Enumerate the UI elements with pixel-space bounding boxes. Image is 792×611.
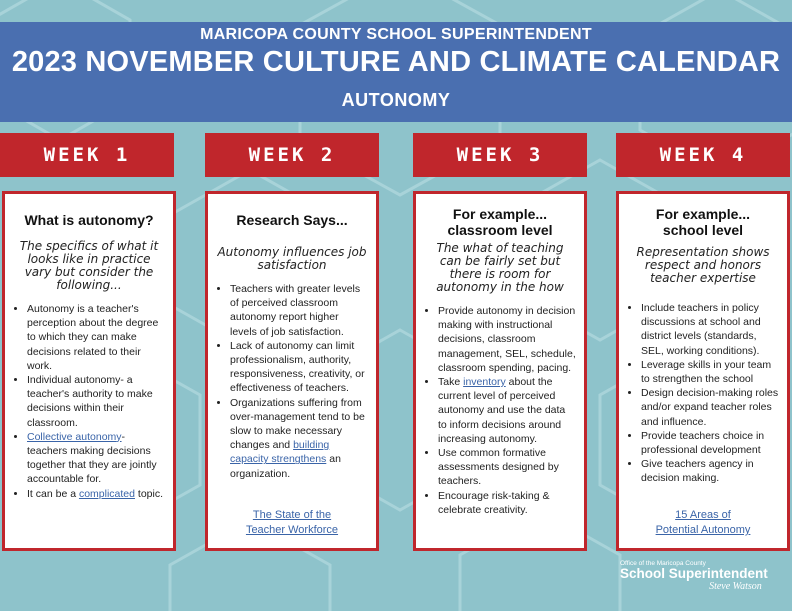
card-title: For example... classroom level bbox=[447, 206, 553, 238]
list-item: • Provide teachers choice in professional development bbox=[641, 429, 779, 457]
logo-name-line: School Superintendent bbox=[620, 566, 768, 581]
superintendent-logo bbox=[620, 560, 768, 592]
item-list bbox=[627, 301, 779, 486]
list-item: • It can be a complicated topic. bbox=[27, 487, 165, 501]
teacher-workforce-link[interactable]: The State of the Teacher Workforce bbox=[245, 509, 339, 536]
list-item: • Take inventory about the current level of perceived autonomy and use the data to inform decisions around increasing autonomy. bbox=[438, 375, 576, 446]
logo-office-line: Office of the Maricopa County bbox=[620, 560, 706, 567]
card-subtitle: Autonomy influences job satisfaction bbox=[217, 245, 367, 272]
list-item: • Design decision-making roles and/or expand teacher roles and influence. bbox=[641, 386, 779, 429]
collective-autonomy-link[interactable]: Collective autonomy bbox=[27, 430, 122, 443]
list-item: • Individual autonomy- a teacher's authority to make decisions within their classroom. bbox=[27, 373, 165, 430]
logo-signature: Steve Watson bbox=[709, 581, 762, 592]
item-list bbox=[216, 282, 368, 481]
list-item: • Give teachers agency in decision making. bbox=[641, 457, 779, 485]
card-title: For example... school level bbox=[655, 206, 751, 238]
week-2-tab: WEEK 2 bbox=[205, 133, 379, 177]
complicated-link[interactable]: complicated bbox=[78, 487, 135, 500]
list-item: • Autonomy is a teacher's perception about the degree to which they can make decisions related to their work. bbox=[27, 302, 165, 373]
week-1-card bbox=[2, 191, 176, 551]
week-3-tab: WEEK 3 bbox=[413, 133, 587, 177]
theme-heading: AUTONOMY bbox=[341, 90, 451, 110]
week-2-card bbox=[205, 191, 379, 551]
item-list bbox=[13, 302, 165, 501]
item-list bbox=[424, 304, 576, 517]
card-title: What is autonomy? bbox=[24, 212, 154, 228]
week-4-card bbox=[616, 191, 790, 551]
list-item: • Include teachers in policy discussions at school and district levels (standards, SEL, working conditions). bbox=[641, 301, 779, 358]
building-capacity-link[interactable]: building capacity strengthens bbox=[230, 439, 330, 466]
list-item: • Collective autonomy- teachers making decisions together that they are jointly accountable for. bbox=[27, 430, 165, 487]
card-title: Research Says... bbox=[236, 212, 348, 228]
card-subtitle: The specifics of what it looks like in practice vary but consider the following... bbox=[19, 239, 159, 292]
inventory-link[interactable]: inventory bbox=[463, 376, 506, 389]
week-4-tab: WEEK 4 bbox=[616, 133, 790, 177]
list-item: • Lack of autonomy can limit professionalism, authority, responsiveness, creativity, or effectiveness of teachers. bbox=[230, 339, 368, 396]
week-3-card bbox=[413, 191, 587, 551]
list-item: • Organizations suffering from over-management tend to be slow to make necessary changes and building capacity strengthens an organization. bbox=[230, 396, 368, 481]
list-item: • Provide autonomy in decision making with instructional decisions, classroom management, SEL, schedule, classroom spending, pacing. bbox=[438, 304, 576, 375]
list-item: • Leverage skills in your team to strengthen the school bbox=[641, 358, 779, 386]
calendar-title: 2023 NOVEMBER CULTURE AND CLIMATE CALENDAR bbox=[11, 46, 781, 78]
potential-autonomy-link[interactable]: 15 Areas of Potential Autonomy bbox=[655, 509, 751, 536]
week-1-tab: WEEK 1 bbox=[0, 133, 174, 177]
card-subtitle: Representation shows respect and honors teacher expertise bbox=[636, 245, 770, 285]
header-banner bbox=[0, 22, 792, 122]
list-item: • Use common formative assessments designed by teachers. bbox=[438, 446, 576, 489]
list-item: • Encourage risk-taking & celebrate creativity. bbox=[438, 489, 576, 517]
superintendent-heading: MARICOPA COUNTY SCHOOL SUPERINTENDENT bbox=[200, 26, 592, 43]
card-subtitle: The what of teaching can be fairly set but there is room for autonomy in the how bbox=[436, 241, 564, 294]
list-item: • Teachers with greater levels of perceived classroom autonomy report higher levels of job satisfaction. bbox=[230, 282, 368, 339]
